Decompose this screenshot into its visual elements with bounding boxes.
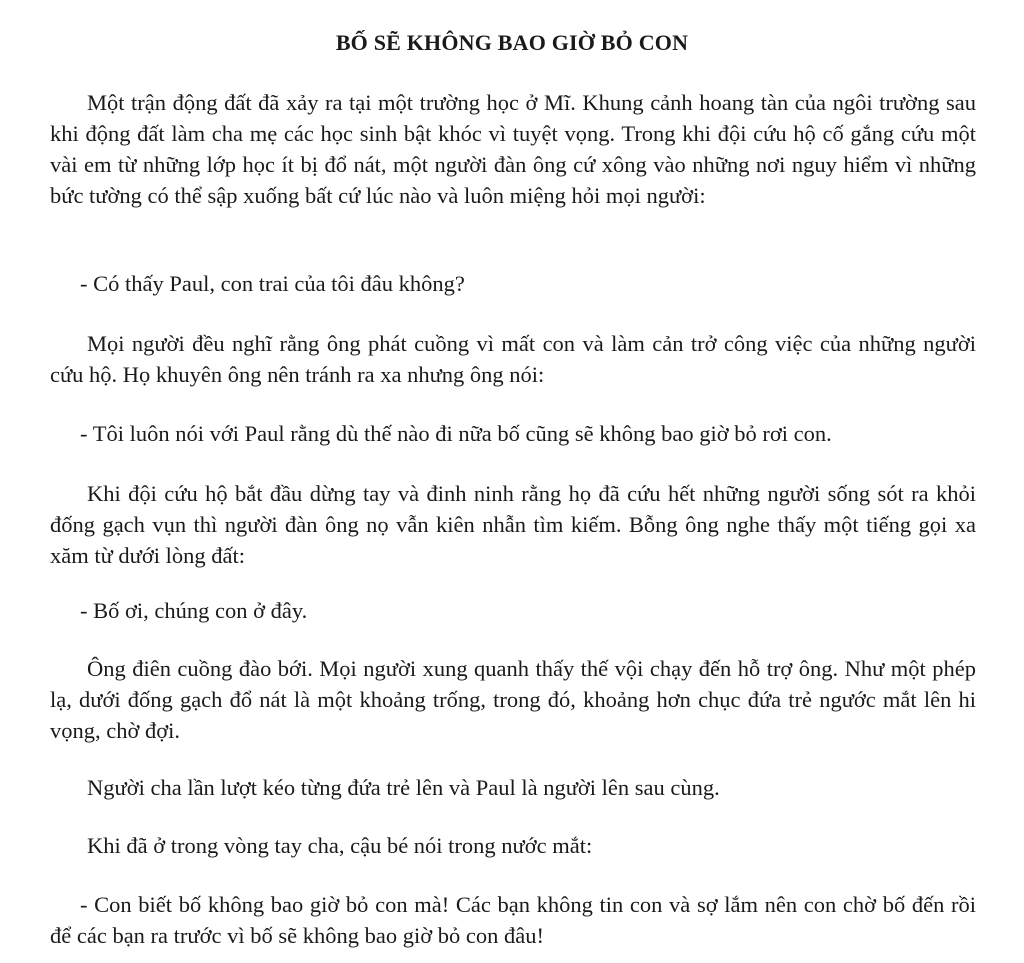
paragraph-in-arms: Khi đã ở trong vòng tay cha, cậu bé nói trong nước mắt: bbox=[87, 833, 593, 858]
paragraph-earthquake-intro: Một trận động đất đã xảy ra tại một trường học ở Mĩ. Khung cảnh hoang tàn của ngôi trường sau khi động đất làm cha mẹ các học sinh bật khóc vì tuyệt vọng. Trong khi đội cứu hộ cố gắng cứu một vài em từ những lớp học ít bị đổ nát, một người đàn ông cứ xông vào những nơi nguy hiểm vì những bức tường có thể sập xuống bất cứ lúc nào và luôn miệng hỏi mọi người: bbox=[50, 90, 976, 208]
paragraph-boy-says: - Con biết bố không bao giờ bỏ con mà! Các bạn không tin con và sợ lắm nên con chờ bố đến rồi để các bạn ra trước vì bố sẽ không bao giờ bỏ con đâu! bbox=[50, 892, 976, 948]
paragraph-question-paul: - Có thấy Paul, con trai của tôi đâu không? bbox=[80, 271, 465, 296]
paragraph-promise: - Tôi luôn nói với Paul rằng dù thế nào đi nữa bố cũng sẽ không bao giờ bỏ rơi con. bbox=[80, 421, 832, 446]
paragraph-digging: Ông điên cuồng đào bới. Mọi người xung quanh thấy thế vội chạy đến hỗ trợ ông. Như một phép lạ, dưới đống gạch đổ nát là một khoảng trống, trong đó, khoảng hơn chục đứa trẻ ngước mắt lên hi vọng, chờ đợi. bbox=[50, 656, 976, 743]
paragraph-dad-we-are-here: - Bố ơi, chúng con ở đây. bbox=[80, 598, 308, 623]
document-title: BỐ SẼ KHÔNG BAO GIỜ BỎ CON bbox=[335, 30, 689, 55]
paragraph-father-pulls: Người cha lần lượt kéo từng đứa trẻ lên và Paul là người lên sau cùng. bbox=[87, 775, 720, 800]
paragraph-rescue-stop: Khi đội cứu hộ bắt đầu dừng tay và đinh ninh rằng họ đã cứu hết những người sống sót ra khỏi đống gạch vụn thì người đàn ông nọ vẫn kiên nhẫn tìm kiếm. Bỗng ông nghe thấy một tiếng gọi xa xăm từ dưới lòng đất: bbox=[50, 481, 976, 568]
paragraph-people-think: Mọi người đều nghĩ rằng ông phát cuồng vì mất con và làm cản trở công việc của những người cứu hộ. Họ khuyên ông nên tránh ra xa nhưng ông nói: bbox=[50, 331, 976, 387]
